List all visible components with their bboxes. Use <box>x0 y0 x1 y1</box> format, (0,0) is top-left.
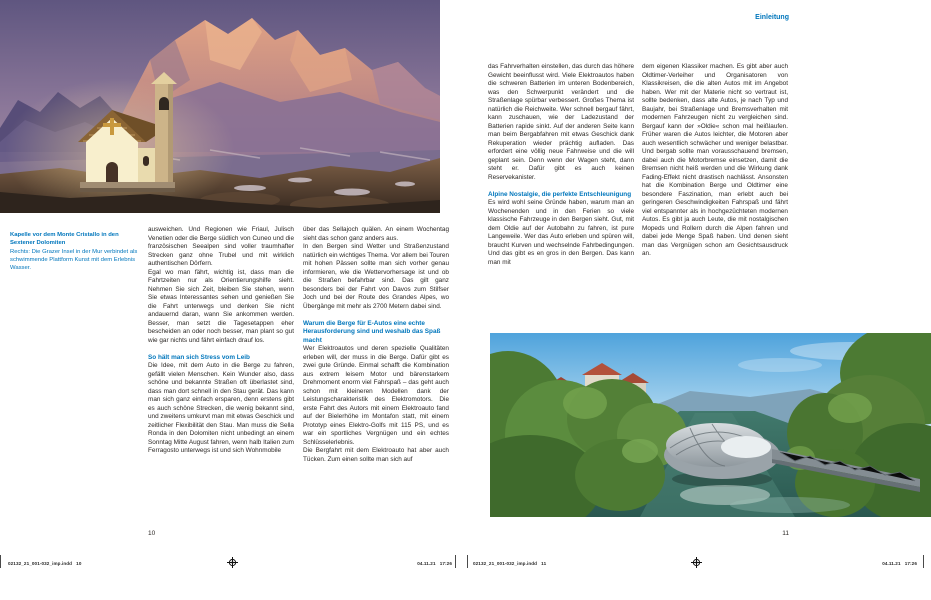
slug-timestamp-left: 04.11.21 17:26 <box>417 561 452 566</box>
page-number-left: 10 <box>148 530 156 537</box>
crop-mark <box>455 555 456 568</box>
crop-mark <box>923 555 924 568</box>
body-paragraph: Die Bergfahrt mit dem Elektroauto hat aber auch Tücken. Zum einen sollte man sich auf <box>303 447 449 463</box>
left-page-column-1 <box>148 226 294 456</box>
section-heading: So hält man sich Stress vom Leib <box>148 353 250 361</box>
body-paragraph: ausweichen. Und Regionen wie Friaul, Julisch Venetien oder die Berge südlich von Cuneo und die französischen Seealpen sind voller traumhafter Strecken ganz ohne Trubel und mit wirklich authentischen Dörfern. <box>148 226 294 267</box>
caption-bold-line: Kapelle vor dem Monte Cristallo in den Sextener Dolomiten <box>10 232 119 247</box>
crop-mark <box>0 555 1 568</box>
chapel-dolomites-photo <box>0 0 440 213</box>
page-number-right: 11 <box>782 530 789 537</box>
body-paragraph: das Fahrverhalten einstellen, das durch das höhere Gewicht beeinflusst wird. Viele Elektroautos haben die schweren Batterien im unteren Bodenbereich, was den Schwerpunkt verändert und die Straßenlage spürbar verbessert. Großes Thema ist natürlich die Reichweite. Wer schnell bergauf fährt, kann zuschauen, wie der Ladezustand der Batterien rapide sinkt. Auf der anderen Seite kann man beim Bergabfahren mit etwas Geschick dank Rekuperation wieder prächtig aufladen. Das erfordert eine völlig neue Fahrweise und die will geplant sein. Denn wenn der Wagen steht, dann steht er. Dafür gibt es auch keinen Reservekanister. <box>488 63 634 181</box>
section-heading: Alpine Nostalgie, die perfekte Entschleunigung <box>488 190 632 198</box>
body-paragraph: über das Sellajoch quälen. An einem Wochentag sieht das schon ganz anders aus. <box>303 226 449 242</box>
section-heading: Warum die Berge für E-Autos eine echte Herausforderung sind und weshalb das Spaß macht <box>303 319 441 344</box>
crop-mark <box>467 555 468 568</box>
left-page-column-2 <box>303 226 449 464</box>
body-paragraph: Egal wo man fährt, wichtig ist, dass man die Fahrtzeiten nur als Orientierungshilfe sieht. Nehmen Sie sich Zeit, bleiben Sie stehen, wenn Sie etwas Interessantes sehen und genießen Sie die Fahrt unterwegs und denken Sie nicht andauernd daran, wann Sie ankommen werden. Besser, man setzt die Tagesetappen eher bescheiden an oder noch besser, man plant so gut wie gar nichts und fährt einfach drauf los. <box>148 268 294 344</box>
right-page-column-1 <box>488 63 634 267</box>
body-paragraph: Die Idee, mit dem Auto in die Berge zu fahren, gefällt vielen Menschen. Kein Wunder also, dass schöne und bekannte Straßen oft überlastet sind, dass man dort schnell in den Stau gerät. Das kann man sich ganz einfach ersparen, denn erstens gibt es auch schöne Strecken, die wenig bekannt sind, und zweitens umkurvt man mit etwas Geschick und zeitlicher Flexibilität den Stau. Man muss die Sella Ronda in den Dolomiten nicht unbedingt an einem Sonntag Mitte August fahren, wenn halb Italien zum Ferragosto unterwegs ist und sich Wohnmobile <box>148 362 295 454</box>
right-page-column-2 <box>642 63 788 259</box>
slug-timestamp-right: 04.11.21 17:26 <box>882 561 917 566</box>
mur-island-photo <box>490 333 931 517</box>
photo-caption <box>10 231 142 272</box>
running-head: Einleitung <box>755 14 789 21</box>
registration-mark-icon <box>227 557 238 568</box>
caption-regular-line: Rechts: Die Grazer Insel in der Mur verbindet als schwimmende Plattform Kunst mit dem Erlebnis Wasser. <box>10 248 138 272</box>
registration-mark-icon <box>691 557 702 568</box>
body-paragraph: Wer Elektroautos und deren spezielle Qualitäten erleben will, der muss in die Berge. Dafür gibt es zwei gute Gründe. Einmal schafft die Kombination aus extrem leisem Motor und bärenstarkem Drehmoment enorm viel Fahrspaß – das geht auch schon mit kleineren Modellen dank der Leistungscharakteristik des Elektromotors. Die erste Fahrt des Autors mit einem Elektroauto fand auf der Bielerhöhe im Montafon statt, mit einem Prototyp eines Elektro-Golfs mit 115 PS, und es war ein sportliches Vergnügen und ein echtes Schlüsselerlebnis. <box>303 345 449 446</box>
body-paragraph: dem eigenen Klassiker machen. Es gibt aber auch Oldtimer-Verleiher und Organisatoren von Klassikreisen, die die alten Autos mit im Angebot haben. Wer mit der Materie nicht so vertraut ist, sollte bedenken, dass alte Autos, je nach Typ und Baujahr, bei Straßenlage und Bremsverhalten mit modernen Fahrzeugen nicht zu vergleichen sind. Bergauf kann der »Oldie« schon mal heißlaufen. Früher waren die Autos leichter, die Motoren aber auch wesentlich schwächer und weniger belastbar. Und bergab sollte man vorausschauend bremsen, dabei auch die Motorbremse einsetzen, damit die Bremsen nicht heiß werden und die Wirkung dank Fading-Effekt nicht drastisch nachlässt. Ansonsten hat die Kombination Berge und Oldtimer eine besondere Faszination, man erlebt auch bei geringeren Geschwindigkeiten Fahrspaß und fährt viel entspannter als in hochgezüchteten modernen Autos. Es gibt ja auch Leute, die mit nostalgischen Mopeds und Rollern durch die Alpen fahren und dabei jede Menge Spaß haben. Und denen sieht man das Vergnügen schon am Gesichtsausdruck an. <box>642 63 788 257</box>
body-paragraph: Es wird wohl seine Gründe haben, warum man an Wochenenden und in den Ferien so viele klassische Fahrzeuge in den Bergen sieht. Gut, mit dem Oldie auf der Autobahn zu fahren, ist pure Langeweile. Wer das Auto erleben und spüren will, braucht Kurven und wechselnde Fahrbedingungen. Und das gibt es en gros in den Bergen. Das kann man mit <box>488 199 634 266</box>
body-paragraph: In den Bergen sind Wetter und Straßenzustand natürlich ein wichtiges Thema. Vor allem bei Touren mit hohen Pässen sollte man sich vorher genau informieren, wie die Wettervorhersage ist und ob die Straßen befahrbar sind. Das gilt ganz besonders bei der Fahrt von Davos zum Stilfser Joch und bei der Route des Grandes Alpes, wo Übergänge mit mehr als 2700 Metern dabei sind. <box>303 243 449 310</box>
slug-filename-left: 02132_21_001-032_imp.indd 10 <box>8 561 82 566</box>
slug-filename-right: 02132_21_001-032_imp.indd 11 <box>473 561 547 566</box>
